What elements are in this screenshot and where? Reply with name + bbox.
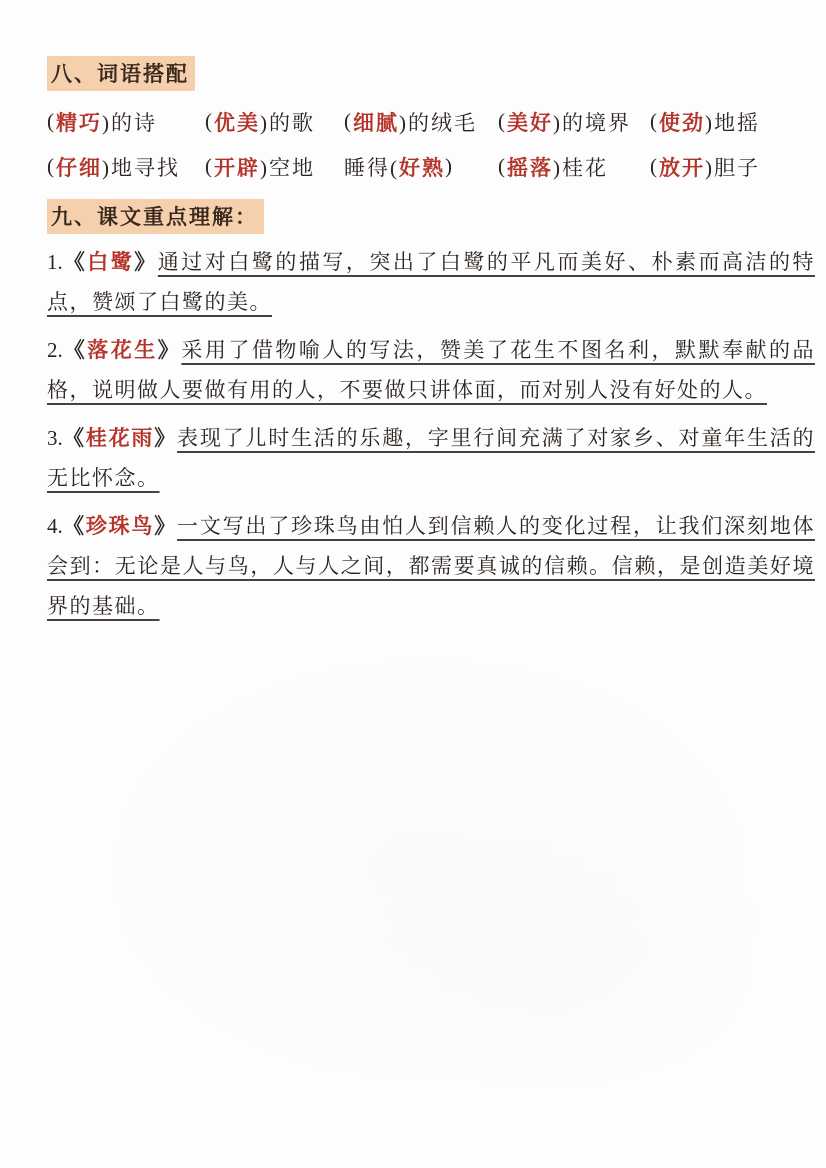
lesson-title: 桂花雨	[85, 426, 155, 450]
word-text: (	[47, 154, 56, 178]
word-text: (	[498, 154, 507, 178]
word-text: )胆子	[705, 155, 760, 180]
word-pair-jingqiao	[47, 99, 205, 144]
item-body: 通过对白鹭的描写，突出了白鹭的平凡而美好、朴素而高洁的特点，赞颂了白鹭的美。	[47, 250, 816, 314]
word-text: (	[344, 109, 353, 133]
word-text: (	[650, 154, 659, 178]
word-answer: 开辟	[214, 155, 260, 180]
word-collocation-grid	[47, 99, 815, 189]
title-bracket-close: 》	[134, 250, 158, 274]
word-pair-yaoluo	[498, 144, 650, 189]
lesson-title: 落花生	[87, 338, 158, 362]
word-pair-shijin	[650, 99, 815, 144]
word-text: 睡得(	[344, 155, 399, 180]
word-answer: 精巧	[56, 110, 102, 135]
word-pair-kaipi	[205, 144, 344, 189]
word-pair-zixi	[47, 144, 205, 189]
word-text: )地摇	[705, 110, 760, 135]
word-text: )空地	[260, 155, 315, 180]
item-body: 采用了借物喻人的写法，赞美了花生不图名利，默默奉献的品格，说明做人要做有用的人，不要做只讲体面，而对别人没有好处的人。	[47, 338, 816, 402]
word-pair-xini	[344, 99, 498, 144]
word-text: )的绒毛	[399, 110, 477, 135]
word-answer: 优美	[214, 110, 260, 135]
word-answer: 使劲	[659, 110, 705, 135]
comprehension-item-guihuayu	[47, 418, 815, 498]
word-answer: 放开	[659, 155, 705, 180]
word-answer: 美好	[507, 110, 553, 135]
item-body: 一文写出了珍珠鸟由怕人到信赖人的变化过程，让我们深刻地体会到：无论是人与鸟，人与人之间，都需要真诚的信赖。信赖，是创造美好境界的基础。	[47, 514, 816, 618]
lesson-title: 白鹭	[87, 250, 135, 274]
section9-heading: 九、课文重点理解：	[47, 199, 264, 234]
title-bracket-open: 《	[62, 250, 88, 274]
section8-heading: 八、词语搭配	[47, 56, 195, 91]
word-text: (	[205, 109, 214, 133]
word-pair-fangkai	[650, 144, 815, 189]
word-text: (	[205, 154, 214, 178]
word-text: )的诗	[102, 110, 157, 135]
word-answer: 摇落	[507, 155, 553, 180]
word-answer: 好熟	[399, 155, 445, 180]
title-bracket-open: 《	[62, 426, 86, 450]
word-text: )的境界	[553, 110, 631, 135]
word-pair-youmei	[205, 99, 344, 144]
comprehension-item-zhenzhuniao	[47, 506, 815, 626]
word-text: (	[47, 109, 56, 133]
section8-header-row	[47, 56, 815, 91]
word-text: (	[498, 109, 507, 133]
title-bracket-open: 《	[62, 514, 86, 538]
word-text: )桂花	[553, 155, 608, 180]
item-number: 1.	[47, 250, 63, 274]
item-body: 表现了儿时生活的乐趣，字里行间充满了对家乡、对童年生活的无比怀念。	[47, 426, 816, 490]
title-bracket-close: 》	[154, 514, 178, 538]
title-bracket-open: 《	[62, 338, 88, 362]
word-text: )	[445, 154, 454, 178]
word-text: (	[650, 109, 659, 133]
word-answer: 细腻	[353, 110, 399, 135]
section9-header-row	[47, 199, 815, 234]
item-number: 4.	[47, 514, 63, 538]
title-bracket-close: 》	[157, 338, 182, 362]
word-pair-haoshu	[344, 144, 498, 189]
word-pair-meihao	[498, 99, 650, 144]
comprehension-item-luohuasheng	[47, 330, 815, 410]
word-text: )地寻找	[102, 155, 180, 180]
lesson-title: 珍珠鸟	[85, 514, 155, 538]
item-number: 2.	[47, 338, 63, 362]
comprehension-item-bailu	[47, 242, 815, 322]
word-text: )的歌	[260, 110, 315, 135]
item-number: 3.	[47, 426, 63, 450]
title-bracket-close: 》	[154, 426, 178, 450]
faint-paper-watermark	[80, 640, 780, 1100]
word-answer: 仔细	[56, 155, 102, 180]
